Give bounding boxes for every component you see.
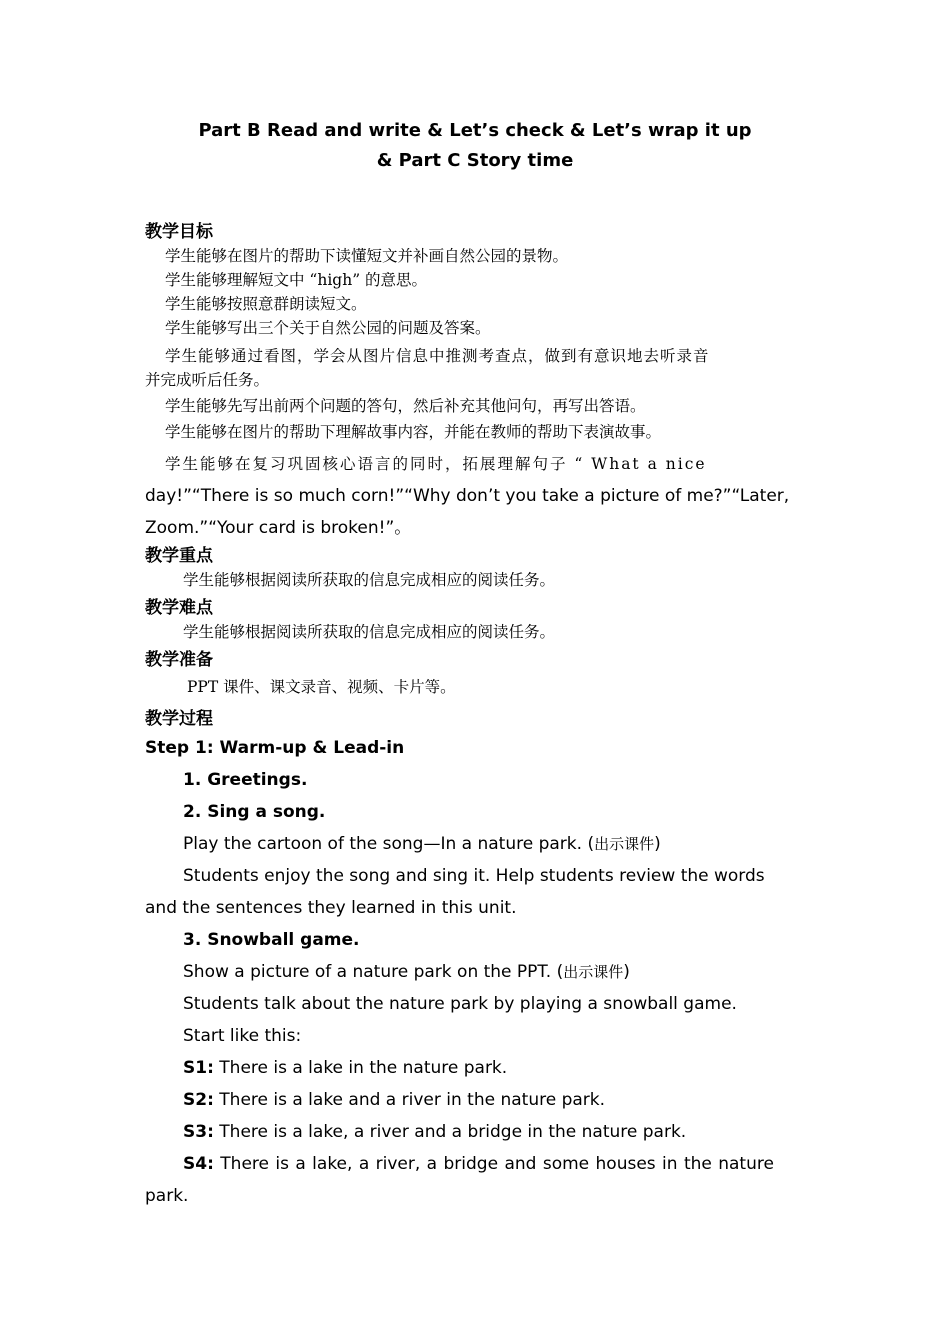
s2-text: There is a lake and a river in the nature park.: [213, 1090, 606, 1110]
s2-line: [145, 1084, 807, 1116]
difficult-points-text: 学生能够根据阅读所获取的信息完成相应的阅读任务。: [183, 623, 556, 641]
objective-item: 学生能够理解短文中 “high” 的意思。: [165, 271, 428, 289]
greetings-item: 1. Greetings.: [183, 770, 308, 790]
difficult-points-section: [145, 596, 807, 644]
play-cartoon-line: [145, 828, 807, 860]
play-note: 出示课件: [594, 835, 655, 853]
show-end: ): [623, 962, 630, 982]
s4-label: S4:: [183, 1154, 214, 1174]
s3-label: S3:: [183, 1122, 214, 1142]
snowball-game-item: 3. Snowball game.: [183, 930, 360, 950]
s1-text: There is a lake in the nature park.: [213, 1058, 508, 1078]
sing-song-item: 2. Sing a song.: [183, 802, 326, 822]
preparation-heading: 教学准备: [145, 650, 213, 670]
preparation-section: [145, 648, 807, 702]
objective-item-continued: Zoom.”“Your card is broken!”。: [145, 518, 412, 538]
show-note: 出示课件: [563, 963, 624, 981]
s4-line: [145, 1148, 807, 1180]
enjoy-song-line2: and the sentences they learned in this unit.: [145, 898, 517, 918]
process-section: [145, 706, 807, 1212]
objective-item: 学生能够先写出前两个问题的答句，然后补充其他问句，再写出答语。: [165, 397, 646, 415]
objective-item-continued: day!”“There is so much corn!”“Why don’t you take a picture of me?”“Later,: [145, 486, 790, 506]
s2-label: S2:: [183, 1090, 214, 1110]
s1-line: [145, 1052, 807, 1084]
objectives-heading: 教学目标: [145, 222, 213, 242]
key-points-text: 学生能够根据阅读所获取的信息完成相应的阅读任务。: [183, 571, 556, 589]
start-line: Start like this:: [183, 1026, 302, 1046]
objective-item: 学生能够通过看图，学会从图片信息中推测考查点，做到有意识地去听录音: [165, 347, 710, 365]
preparation-text: PPT 课件、课文录音、视频、卡片等。: [187, 678, 456, 696]
objective-item: 学生能够在图片的帮助下理解故事内容，并能在教师的帮助下表演故事。: [165, 423, 662, 441]
key-points-section: [145, 544, 807, 592]
key-points-heading: 教学重点: [145, 546, 213, 566]
talk-line: Students talk about the nature park by playing a snowball game.: [183, 994, 737, 1014]
s4-text: There is a lake, a river, a bridge and some houses in the nature: [213, 1154, 774, 1174]
lesson-title-line1: Part B Read and write & Let’s check & Let’s wrap it up: [198, 120, 752, 141]
objective-item: 学生能够在图片的帮助下读懂短文并补画自然公园的景物。: [165, 247, 569, 265]
s1-label: S1:: [183, 1058, 214, 1078]
s3-line: [145, 1116, 807, 1148]
play-text: Play the cartoon of the song—In a nature park. (: [183, 834, 595, 854]
step1-heading: Step 1: Warm-up & Lead-in: [145, 738, 405, 758]
lesson-title-line2: & Part C Story time: [376, 150, 574, 171]
objective-item-continued: 并完成听后任务。: [145, 371, 270, 389]
show-text: Show a picture of a nature park on the PPT. (: [183, 962, 564, 982]
objective-item: 学生能够在复习巩固核心语言的同时，拓展理解句子 “ What a nice: [165, 455, 707, 473]
objectives-section: [145, 220, 807, 544]
objective-item: 学生能够按照意群朗读短文。: [165, 295, 367, 313]
show-picture-line: [145, 956, 807, 988]
play-end: ): [654, 834, 661, 854]
s3-text: There is a lake, a river and a bridge in the nature park.: [213, 1122, 687, 1142]
objective-item: 学生能够写出三个关于自然公园的问题及答案。: [165, 319, 491, 337]
enjoy-song-line1: Students enjoy the song and sing it. Help students review the words: [183, 866, 765, 886]
s4-line-continued: park.: [145, 1186, 189, 1206]
difficult-points-heading: 教学难点: [145, 598, 213, 618]
process-heading: 教学过程: [145, 709, 213, 729]
